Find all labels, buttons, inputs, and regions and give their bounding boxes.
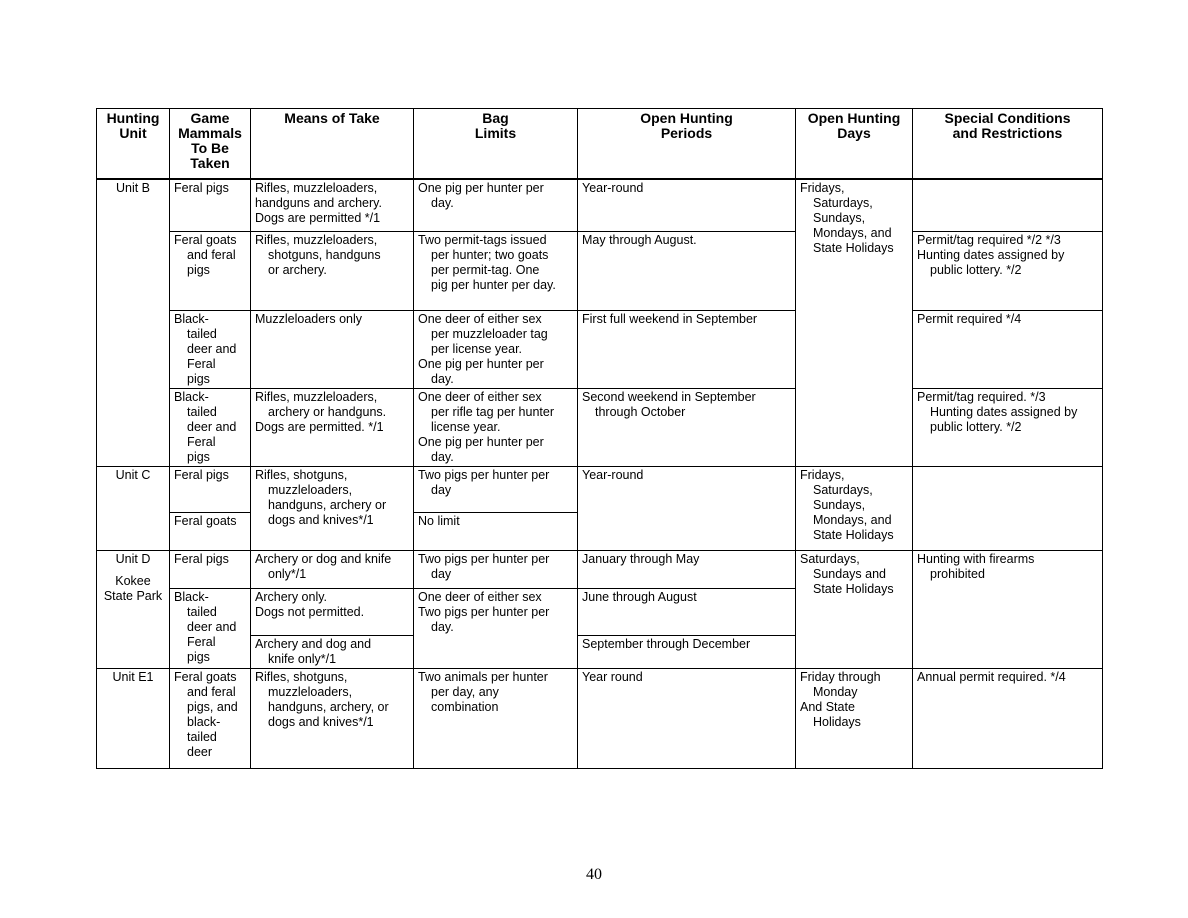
bag-cell (414, 232, 578, 311)
cell-text-line: pigs (187, 450, 210, 464)
cell-text-line: Fridays, (800, 468, 845, 482)
table-row (97, 389, 1103, 467)
cell-text-line: Two permit-tags issued (418, 233, 547, 247)
cell-text-line: per permit-tag. One (431, 263, 540, 277)
cell-text-line: Mondays, and (813, 513, 892, 527)
days-cell (796, 467, 913, 551)
unit-cell: Unit E1 (97, 669, 170, 769)
unit-cell: Unit B (97, 179, 170, 467)
means-cell (251, 636, 414, 669)
cell-text-line: State Park (103, 589, 163, 603)
means-cell (251, 232, 414, 311)
cell-text-line: pig per hunter per day. (431, 278, 556, 292)
cell-text-line: tailed (187, 730, 217, 744)
cell-text-line: archery or handguns. (268, 405, 387, 419)
header-special-conditions (913, 109, 1103, 179)
special-cell (913, 467, 1103, 551)
cell-text-line: Dogs are permitted. */1 (255, 420, 384, 434)
cell-text-line: First full weekend in September (582, 312, 758, 326)
header-hunting-unit (97, 109, 170, 179)
game-cell (170, 589, 251, 669)
cell-text-line: and feral (187, 685, 236, 699)
game-cell (170, 551, 251, 589)
period-cell (578, 232, 796, 311)
cell-text-line: Year-round (582, 468, 644, 482)
game-cell (170, 389, 251, 467)
cell-text-line: Dogs are permitted */1 (255, 210, 381, 225)
cell-text-line: Two pigs per hunter per (418, 605, 550, 619)
table-row (97, 467, 1103, 513)
game-cell (170, 311, 251, 389)
means-cell (251, 389, 414, 467)
cell-text-line: Year-round (582, 180, 644, 195)
bag-cell (414, 467, 578, 513)
cell-text-line: handguns, archery or (268, 498, 387, 512)
cell-text-line: Rifles, shotguns, (255, 468, 348, 482)
cell-text-line: Hunting with firearms (917, 552, 1035, 566)
means-cell (251, 589, 414, 636)
cell-text-line: Feral goats (174, 670, 237, 684)
cell-text-line: One deer of either sex (418, 312, 542, 326)
period-cell (578, 636, 796, 669)
cell-text-line: only*/1 (268, 567, 307, 581)
cell-text-line: per license year. (431, 342, 523, 356)
header-open-hunting-days (796, 109, 913, 179)
cell-text-line: Feral goats (174, 514, 237, 528)
cell-text-line: One pig per hunter per (418, 180, 544, 195)
cell-text-line: pigs (187, 263, 210, 277)
cell-text-line: Muzzleloaders only (255, 312, 362, 326)
table-row (97, 551, 1103, 589)
cell-text-line: Saturdays, (813, 195, 873, 210)
bag-cell (414, 179, 578, 232)
cell-text-line: Feral pigs (174, 468, 229, 482)
cell-text-line: Open Hunting (640, 110, 733, 126)
cell-text-line: dogs and knives*/1 (268, 513, 374, 527)
period-cell (578, 179, 796, 232)
cell-text-line: public lottery. */2 (930, 263, 1022, 277)
period-cell (578, 589, 796, 636)
cell-text-line: June through August (582, 590, 697, 604)
bag-cell (414, 589, 578, 669)
cell-text-line: Sundays, (813, 498, 866, 512)
cell-text-line: muzzleloaders, (268, 483, 353, 497)
cell-text-line: deer and (187, 342, 237, 356)
cell-text-line: or archery. (268, 263, 327, 277)
cell-text-line: deer and (187, 420, 237, 434)
cell-text-line: May through August. (582, 233, 697, 247)
special-cell (913, 669, 1103, 769)
cell-text-line: Archery and dog and (255, 637, 372, 651)
cell-text-line: Hunting (106, 110, 160, 126)
cell-text-line: per day, any (431, 685, 499, 699)
cell-text-line: handguns and archery. (255, 195, 382, 210)
header-open-hunting-periods (578, 109, 796, 179)
cell-text-line: And State (800, 700, 855, 714)
special-cell (913, 179, 1103, 232)
special-cell (913, 389, 1103, 467)
cell-text-line: State Holidays (813, 240, 894, 255)
cell-text-line: One pig per hunter per (418, 435, 544, 449)
header-row (97, 109, 1103, 179)
cell-text-line: combination (431, 700, 499, 714)
means-cell (251, 551, 414, 589)
cell-text-line: Feral goats (174, 233, 237, 247)
cell-text-line: Mondays, and (813, 225, 892, 240)
table-row (97, 669, 1103, 769)
cell-text-line: Black- (174, 390, 209, 404)
cell-text-line: day. (431, 195, 454, 210)
days-cell (796, 179, 913, 467)
means-cell (251, 467, 414, 551)
cell-text-line: prohibited (930, 567, 985, 581)
header-game-mammals (170, 109, 251, 179)
cell-text-line: Two pigs per hunter per (418, 468, 550, 482)
cell-text-line: day (431, 567, 452, 581)
hunting-regulations-table (96, 108, 1103, 769)
cell-text-line: State Holidays (813, 582, 894, 596)
cell-text-line: black- (187, 715, 221, 729)
cell-text-line: January through May (582, 552, 700, 566)
bag-cell (414, 311, 578, 389)
bag-cell (414, 513, 578, 551)
special-cell (913, 311, 1103, 389)
cell-text-line: day (431, 483, 452, 497)
cell-text-line: Permit/tag required. */3 (917, 390, 1046, 404)
cell-text-line: Permit/tag required */2 */3 (917, 233, 1061, 247)
cell-text-line: Black- (174, 590, 209, 604)
cell-text-line: Open Hunting (807, 110, 901, 126)
game-cell (170, 467, 251, 513)
cell-text-line: handguns, archery, or (268, 700, 389, 714)
unit-cell: Unit C (97, 467, 170, 551)
means-cell (251, 311, 414, 389)
cell-text-line: Unit (119, 125, 147, 141)
game-cell (170, 232, 251, 311)
cell-text-line: per hunter; two goats (431, 248, 549, 262)
cell-text-line: tailed (187, 327, 217, 341)
cell-text-line: tailed (187, 605, 217, 619)
header-bag-limits (414, 109, 578, 179)
cell-text-line: deer and (187, 620, 237, 634)
cell-text-line: State Holidays (813, 528, 894, 542)
days-cell (796, 669, 913, 769)
cell-text-line: day. (431, 372, 454, 386)
game-cell (170, 669, 251, 769)
cell-text-line: Special Conditions (944, 110, 1071, 126)
cell-text-line: dogs and knives*/1 (268, 715, 374, 729)
header-means-of-take (251, 109, 414, 179)
cell-text-line: license year. (431, 420, 501, 434)
cell-text-line: Holidays (813, 715, 861, 729)
cell-text-line: Saturdays, (813, 483, 873, 497)
period-cell (578, 551, 796, 589)
means-cell (251, 179, 414, 232)
cell-text-line: To Be (191, 140, 229, 156)
table-row (97, 311, 1103, 389)
cell-text-line: Dogs not permitted. (255, 605, 365, 619)
cell-text-line: Feral (187, 635, 216, 649)
cell-text-line: Mammals (178, 125, 242, 141)
cell-text-line: Feral (187, 357, 216, 371)
cell-text-line: Permit required */4 (917, 312, 1022, 326)
bag-cell (414, 551, 578, 589)
game-cell (170, 179, 251, 232)
cell-text-line: Taken (190, 155, 230, 171)
cell-text-line: pigs (187, 650, 210, 664)
cell-text-line: Saturdays, (800, 552, 860, 566)
cell-text-line: Feral (187, 435, 216, 449)
cell-text-line: per muzzleloader tag (431, 327, 548, 341)
cell-text-line: Year round (582, 670, 643, 684)
cell-text-line: day. (431, 620, 454, 634)
cell-text-line: Means of Take (284, 110, 380, 126)
table-row (97, 179, 1103, 232)
cell-text-line: Archery only. (255, 590, 328, 604)
cell-text-line: Days (837, 125, 871, 141)
unit-cell: Unit D Kokee State Park (97, 551, 170, 669)
cell-text-line: through October (595, 405, 686, 419)
cell-text-line: One deer of either sex (418, 390, 542, 404)
cell-text-line: Two pigs per hunter per (418, 552, 550, 566)
bag-cell (414, 389, 578, 467)
cell-text-line: Rifles, muzzleloaders, (255, 180, 378, 195)
period-cell (578, 389, 796, 467)
cell-text-line: Kokee (115, 574, 151, 588)
cell-text-line: muzzleloaders, (268, 685, 353, 699)
cell-text-line: knife only*/1 (268, 652, 337, 666)
table-row (97, 232, 1103, 311)
cell-text-line: Second weekend in September (582, 390, 756, 404)
page-number: 40 (586, 866, 602, 883)
cell-text-line: Monday (813, 685, 858, 699)
special-cell (913, 232, 1103, 311)
cell-text-line: per rifle tag per hunter (431, 405, 554, 419)
cell-text-line: day. (431, 450, 454, 464)
cell-text-line: shotguns, handguns (268, 248, 381, 262)
cell-text-line: September through December (582, 637, 751, 651)
cell-text-line: Fridays, (800, 180, 845, 195)
cell-text-line: tailed (187, 405, 217, 419)
cell-text-line: Two animals per hunter (418, 670, 548, 684)
cell-text-line: Rifles, muzzleloaders, (255, 390, 378, 404)
cell-text-line: and feral (187, 248, 236, 262)
cell-text-line: Game (190, 110, 230, 126)
cell-text-line: No limit (418, 514, 460, 528)
cell-text-line: Periods (660, 125, 713, 141)
game-cell (170, 513, 251, 551)
period-cell (578, 311, 796, 389)
cell-text-line: Limits (474, 125, 517, 141)
cell-text-line: Feral pigs (174, 180, 229, 195)
cell-text-line: Sundays, (813, 210, 866, 225)
cell-text-line: pigs, and (187, 700, 238, 714)
cell-text-line: Friday through (800, 670, 881, 684)
period-cell (578, 467, 796, 551)
cell-text-line: One pig per hunter per (418, 357, 544, 371)
cell-text-line: public lottery. */2 (930, 420, 1022, 434)
cell-text-line: Archery or dog and knife (255, 552, 392, 566)
cell-text-line: Rifles, shotguns, (255, 670, 348, 684)
cell-text-line: Black- (174, 312, 209, 326)
cell-text-line: deer (187, 745, 213, 759)
cell-text-line: One deer of either sex (418, 590, 542, 604)
cell-text-line: Hunting dates assigned by (917, 248, 1065, 262)
cell-text-line: Hunting dates assigned by (930, 405, 1078, 419)
cell-text-line: Annual permit required. */4 (917, 670, 1066, 684)
cell-text-line: Sundays and (813, 567, 886, 581)
cell-text-line: pigs (187, 372, 210, 386)
period-cell (578, 669, 796, 769)
days-cell (796, 551, 913, 669)
cell-text-line: Feral pigs (174, 552, 229, 566)
cell-text-line: Rifles, muzzleloaders, (255, 233, 378, 247)
bag-cell (414, 669, 578, 769)
cell-text-line: and Restrictions (952, 125, 1063, 141)
cell-text-line: Bag (482, 110, 509, 126)
special-cell (913, 551, 1103, 669)
means-cell (251, 669, 414, 769)
